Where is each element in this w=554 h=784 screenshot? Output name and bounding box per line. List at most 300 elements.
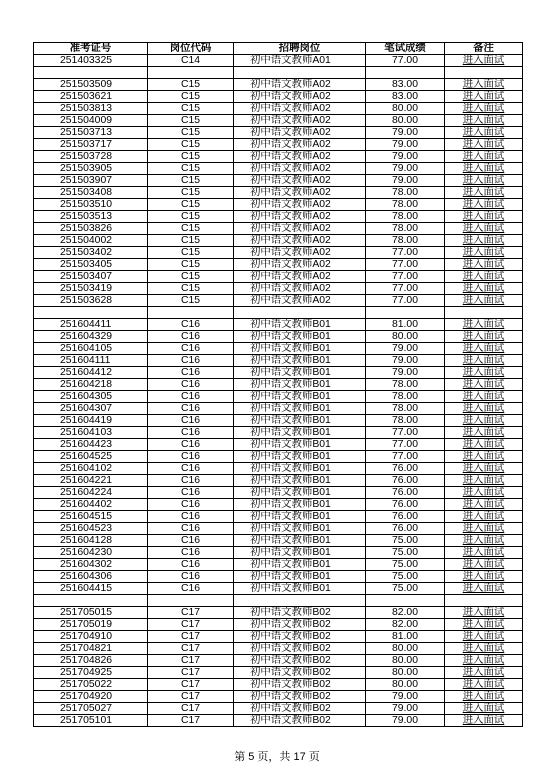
- table-row: [34, 235, 523, 247]
- table-row: [34, 115, 523, 127]
- table-body: [34, 55, 523, 727]
- exam-id-cell: 251604103: [34, 427, 148, 439]
- position-code-cell: C16: [148, 451, 234, 463]
- position-cell: 初中语文教师B01: [234, 367, 366, 379]
- results-table: [33, 42, 523, 727]
- position-code-cell: [148, 307, 234, 319]
- note-cell: [445, 619, 523, 631]
- score-cell: 79.00: [366, 691, 445, 703]
- note-cell: [445, 247, 523, 259]
- score-cell: 78.00: [366, 223, 445, 235]
- score-cell: 82.00: [366, 607, 445, 619]
- note-cell: [445, 127, 523, 139]
- note-text: 进入面试: [462, 283, 505, 294]
- note-text: 进入面试: [462, 259, 505, 270]
- score-cell: 79.00: [366, 151, 445, 163]
- position-cell: 初中语文教师B01: [234, 523, 366, 535]
- position-cell: 初中语文教师B01: [234, 559, 366, 571]
- table-row: [34, 463, 523, 475]
- position-cell: [234, 307, 366, 319]
- position-code-cell: C15: [148, 283, 234, 295]
- position-code-cell: C15: [148, 235, 234, 247]
- note-cell: [445, 511, 523, 523]
- position-cell: 初中语文教师B02: [234, 715, 366, 727]
- position-cell: 初中语文教师B01: [234, 547, 366, 559]
- score-cell: 80.00: [366, 331, 445, 343]
- exam-id-cell: 251604515: [34, 511, 148, 523]
- position-cell: 初中语文教师B01: [234, 535, 366, 547]
- note-cell: [445, 415, 523, 427]
- exam-id-cell: 251503510: [34, 199, 148, 211]
- score-cell: 78.00: [366, 235, 445, 247]
- position-cell: [234, 67, 366, 79]
- exam-id-cell: 251604230: [34, 547, 148, 559]
- exam-id-cell: 251503408: [34, 187, 148, 199]
- header-score: 笔试成绩: [366, 43, 445, 55]
- position-cell: 初中语文教师B01: [234, 451, 366, 463]
- exam-id-cell: 251604411: [34, 319, 148, 331]
- position-cell: 初中语文教师A02: [234, 187, 366, 199]
- position-code-cell: C16: [148, 559, 234, 571]
- note-cell: [445, 151, 523, 163]
- exam-id-cell: 251503813: [34, 103, 148, 115]
- exam-id-cell: 251704821: [34, 643, 148, 655]
- note-text: 进入面试: [462, 607, 505, 618]
- position-code-cell: C17: [148, 679, 234, 691]
- position-code-cell: C17: [148, 667, 234, 679]
- table-row: [34, 151, 523, 163]
- note-text: 进入面试: [462, 151, 505, 162]
- score-cell: 80.00: [366, 643, 445, 655]
- note-text: 进入面试: [462, 427, 505, 438]
- note-cell: [445, 271, 523, 283]
- score-cell: 81.00: [366, 319, 445, 331]
- exam-id-cell: 251503826: [34, 223, 148, 235]
- exam-id-cell: 251604412: [34, 367, 148, 379]
- table-row: [34, 67, 523, 79]
- position-cell: 初中语文教师B01: [234, 391, 366, 403]
- position-cell: 初中语文教师A02: [234, 79, 366, 91]
- note-text: 进入面试: [462, 139, 505, 150]
- note-cell: [445, 235, 523, 247]
- position-code-cell: C16: [148, 415, 234, 427]
- score-cell: 83.00: [366, 79, 445, 91]
- position-code-cell: C16: [148, 391, 234, 403]
- note-text: 进入面试: [462, 355, 505, 366]
- table-row: [34, 691, 523, 703]
- exam-id-cell: 251705027: [34, 703, 148, 715]
- score-cell: 79.00: [366, 367, 445, 379]
- note-text: 进入面试: [462, 175, 505, 186]
- note-text: 进入面试: [462, 547, 505, 558]
- table-row: [34, 79, 523, 91]
- note-text: 进入面试: [462, 271, 505, 282]
- position-code-cell: C15: [148, 223, 234, 235]
- note-text: 进入面试: [462, 55, 505, 66]
- table-row: [34, 487, 523, 499]
- exam-id-cell: 251503628: [34, 295, 148, 307]
- position-code-cell: C17: [148, 655, 234, 667]
- score-cell: 75.00: [366, 535, 445, 547]
- note-text: 进入面试: [462, 343, 505, 354]
- score-cell: 77.00: [366, 271, 445, 283]
- score-cell: 79.00: [366, 715, 445, 727]
- table-row: [34, 511, 523, 523]
- note-text: 进入面试: [462, 187, 505, 198]
- exam-id-cell: 251503419: [34, 283, 148, 295]
- position-code-cell: C15: [148, 175, 234, 187]
- table-row: [34, 163, 523, 175]
- table-row: [34, 631, 523, 643]
- note-cell: [445, 595, 523, 607]
- table-row: [34, 199, 523, 211]
- table-row: [34, 595, 523, 607]
- note-cell: [445, 307, 523, 319]
- note-cell: [445, 535, 523, 547]
- note-cell: [445, 403, 523, 415]
- note-cell: [445, 115, 523, 127]
- score-cell: 80.00: [366, 115, 445, 127]
- note-cell: [445, 715, 523, 727]
- note-cell: [445, 139, 523, 151]
- note-cell: [445, 523, 523, 535]
- note-text: 进入面试: [462, 571, 505, 582]
- table-row: [34, 667, 523, 679]
- table-row: [34, 415, 523, 427]
- position-code-cell: C15: [148, 211, 234, 223]
- note-text: 进入面试: [462, 103, 505, 114]
- position-cell: 初中语文教师A02: [234, 235, 366, 247]
- exam-id-cell: 251604305: [34, 391, 148, 403]
- exam-id-cell: 251704910: [34, 631, 148, 643]
- score-cell: 79.00: [366, 703, 445, 715]
- position-cell: 初中语文教师B01: [234, 331, 366, 343]
- note-text: 进入面试: [462, 115, 505, 126]
- score-cell: 75.00: [366, 571, 445, 583]
- note-cell: [445, 667, 523, 679]
- exam-id-cell: 251503407: [34, 271, 148, 283]
- exam-id-cell: [34, 595, 148, 607]
- note-text: 进入面试: [462, 163, 505, 174]
- score-cell: 78.00: [366, 403, 445, 415]
- table-row: [34, 331, 523, 343]
- note-cell: [445, 463, 523, 475]
- score-cell: 77.00: [366, 427, 445, 439]
- note-cell: [445, 391, 523, 403]
- table-row: [34, 103, 523, 115]
- position-cell: 初中语文教师A02: [234, 91, 366, 103]
- note-text: 进入面试: [462, 91, 505, 102]
- score-cell: 81.00: [366, 631, 445, 643]
- table-row: [34, 571, 523, 583]
- exam-id-cell: 251504002: [34, 235, 148, 247]
- score-cell: 79.00: [366, 127, 445, 139]
- exam-id-cell: 251604419: [34, 415, 148, 427]
- note-cell: [445, 691, 523, 703]
- note-text: 进入面试: [462, 235, 505, 246]
- position-cell: 初中语文教师B02: [234, 703, 366, 715]
- note-cell: [445, 631, 523, 643]
- note-text: 进入面试: [462, 487, 505, 498]
- note-text: 进入面试: [462, 559, 505, 570]
- note-cell: [445, 367, 523, 379]
- position-cell: [234, 595, 366, 607]
- score-cell: 83.00: [366, 91, 445, 103]
- exam-id-cell: 251604525: [34, 451, 148, 463]
- table-row: [34, 703, 523, 715]
- note-text: 进入面试: [462, 211, 505, 222]
- table-row: [34, 55, 523, 67]
- position-cell: 初中语文教师B01: [234, 571, 366, 583]
- table-row: [34, 211, 523, 223]
- note-cell: [445, 547, 523, 559]
- score-cell: 77.00: [366, 55, 445, 67]
- score-cell: 76.00: [366, 511, 445, 523]
- position-code-cell: C16: [148, 403, 234, 415]
- exam-id-cell: 251604128: [34, 535, 148, 547]
- position-cell: 初中语文教师A02: [234, 127, 366, 139]
- exam-id-cell: 251604415: [34, 583, 148, 595]
- note-cell: [445, 223, 523, 235]
- exam-id-cell: 251705022: [34, 679, 148, 691]
- score-cell: 76.00: [366, 487, 445, 499]
- position-cell: 初中语文教师A02: [234, 247, 366, 259]
- note-cell: [445, 163, 523, 175]
- score-cell: 79.00: [366, 175, 445, 187]
- position-code-cell: C16: [148, 475, 234, 487]
- exam-id-cell: 251604306: [34, 571, 148, 583]
- note-cell: [445, 451, 523, 463]
- position-code-cell: C17: [148, 643, 234, 655]
- note-text: 进入面试: [462, 451, 505, 462]
- position-code-cell: C15: [148, 199, 234, 211]
- score-cell: 77.00: [366, 247, 445, 259]
- position-code-cell: C16: [148, 427, 234, 439]
- position-code-cell: C15: [148, 127, 234, 139]
- position-cell: 初中语文教师B01: [234, 463, 366, 475]
- table-row: [34, 619, 523, 631]
- note-text: 进入面试: [462, 511, 505, 522]
- exam-id-cell: 251604221: [34, 475, 148, 487]
- position-code-cell: C17: [148, 691, 234, 703]
- position-cell: 初中语文教师B01: [234, 343, 366, 355]
- table-row: [34, 307, 523, 319]
- exam-id-cell: 251503405: [34, 259, 148, 271]
- note-text: 进入面试: [462, 655, 505, 666]
- position-cell: 初中语文教师B01: [234, 511, 366, 523]
- position-cell: 初中语文教师A02: [234, 103, 366, 115]
- exam-id-cell: 251704826: [34, 655, 148, 667]
- position-cell: 初中语文教师A01: [234, 55, 366, 67]
- note-text: 进入面试: [462, 535, 505, 546]
- position-code-cell: C15: [148, 103, 234, 115]
- position-code-cell: C16: [148, 487, 234, 499]
- exam-id-cell: 251504009: [34, 115, 148, 127]
- position-code-cell: C16: [148, 331, 234, 343]
- score-cell: 79.00: [366, 163, 445, 175]
- note-cell: [445, 355, 523, 367]
- table-row: [34, 379, 523, 391]
- table-row: [34, 295, 523, 307]
- score-cell: 75.00: [366, 559, 445, 571]
- position-code-cell: C14: [148, 55, 234, 67]
- score-cell: 80.00: [366, 667, 445, 679]
- table-row: [34, 475, 523, 487]
- note-text: 进入面试: [462, 523, 505, 534]
- table-row: [34, 451, 523, 463]
- position-cell: 初中语文教师B02: [234, 691, 366, 703]
- note-cell: [445, 343, 523, 355]
- note-text: 进入面试: [462, 643, 505, 654]
- exam-id-cell: 251704925: [34, 667, 148, 679]
- note-cell: [445, 679, 523, 691]
- header-position: 招聘岗位: [234, 43, 366, 55]
- position-code-cell: C15: [148, 163, 234, 175]
- position-cell: 初中语文教师A02: [234, 223, 366, 235]
- score-cell: 80.00: [366, 655, 445, 667]
- score-cell: 76.00: [366, 523, 445, 535]
- table-row: [34, 91, 523, 103]
- note-cell: [445, 487, 523, 499]
- exam-id-cell: 251503513: [34, 211, 148, 223]
- score-cell: 75.00: [366, 583, 445, 595]
- note-text: 进入面试: [462, 79, 505, 90]
- score-cell: 76.00: [366, 499, 445, 511]
- exam-id-cell: 251604105: [34, 343, 148, 355]
- note-cell: [445, 427, 523, 439]
- note-text: 进入面试: [462, 367, 505, 378]
- position-cell: 初中语文教师A02: [234, 163, 366, 175]
- score-cell: 82.00: [366, 619, 445, 631]
- note-cell: [445, 295, 523, 307]
- note-cell: [445, 67, 523, 79]
- note-cell: [445, 571, 523, 583]
- note-text: 进入面试: [462, 223, 505, 234]
- header-note: 备注: [445, 43, 523, 55]
- position-code-cell: C15: [148, 115, 234, 127]
- table-row: [34, 607, 523, 619]
- exam-id-cell: 251503713: [34, 127, 148, 139]
- table-row: [34, 319, 523, 331]
- note-cell: [445, 283, 523, 295]
- note-cell: [445, 187, 523, 199]
- score-cell: 78.00: [366, 187, 445, 199]
- position-code-cell: [148, 595, 234, 607]
- score-cell: 76.00: [366, 463, 445, 475]
- note-cell: [445, 91, 523, 103]
- exam-id-cell: 251604302: [34, 559, 148, 571]
- note-text: 进入面试: [462, 439, 505, 450]
- position-cell: 初中语文教师B01: [234, 439, 366, 451]
- score-cell: 76.00: [366, 475, 445, 487]
- note-cell: [445, 655, 523, 667]
- exam-id-cell: 251604111: [34, 355, 148, 367]
- position-code-cell: C15: [148, 259, 234, 271]
- score-cell: 79.00: [366, 355, 445, 367]
- position-code-cell: C15: [148, 247, 234, 259]
- note-text: 进入面试: [462, 127, 505, 138]
- position-cell: 初中语文教师B01: [234, 415, 366, 427]
- position-code-cell: C16: [148, 535, 234, 547]
- exam-id-cell: [34, 67, 148, 79]
- position-code-cell: C15: [148, 91, 234, 103]
- position-cell: 初中语文教师A02: [234, 271, 366, 283]
- note-text: 进入面试: [462, 199, 505, 210]
- exam-id-cell: [34, 307, 148, 319]
- table-row: [34, 283, 523, 295]
- score-cell: [366, 595, 445, 607]
- position-code-cell: C17: [148, 607, 234, 619]
- note-text: 进入面试: [462, 379, 505, 390]
- table-row: [34, 499, 523, 511]
- exam-id-cell: 251604224: [34, 487, 148, 499]
- position-cell: 初中语文教师B02: [234, 679, 366, 691]
- score-cell: [366, 67, 445, 79]
- position-code-cell: C16: [148, 523, 234, 535]
- table-row: [34, 343, 523, 355]
- note-text: 进入面试: [462, 703, 505, 714]
- position-cell: 初中语文教师B02: [234, 643, 366, 655]
- note-text: 进入面试: [462, 319, 505, 330]
- position-code-cell: C15: [148, 139, 234, 151]
- exam-id-cell: 251705015: [34, 607, 148, 619]
- score-cell: [366, 307, 445, 319]
- position-cell: 初中语文教师A02: [234, 295, 366, 307]
- position-cell: 初中语文教师A02: [234, 175, 366, 187]
- note-cell: [445, 55, 523, 67]
- exam-id-cell: 251503907: [34, 175, 148, 187]
- note-text: 进入面试: [462, 475, 505, 486]
- exam-id-cell: 251604307: [34, 403, 148, 415]
- position-cell: 初中语文教师B02: [234, 631, 366, 643]
- table-row: [34, 655, 523, 667]
- note-cell: [445, 607, 523, 619]
- position-code-cell: C16: [148, 343, 234, 355]
- position-code-cell: C15: [148, 271, 234, 283]
- note-cell: [445, 175, 523, 187]
- exam-id-cell: 251503728: [34, 151, 148, 163]
- note-text: 进入面试: [462, 619, 505, 630]
- score-cell: 79.00: [366, 343, 445, 355]
- exam-id-cell: 251503621: [34, 91, 148, 103]
- note-cell: [445, 211, 523, 223]
- position-code-cell: C15: [148, 151, 234, 163]
- table-row: [34, 403, 523, 415]
- table-row: [34, 271, 523, 283]
- position-cell: 初中语文教师B01: [234, 355, 366, 367]
- position-cell: 初中语文教师B01: [234, 583, 366, 595]
- note-text: 进入面试: [462, 391, 505, 402]
- note-cell: [445, 703, 523, 715]
- score-cell: 77.00: [366, 283, 445, 295]
- note-text: 进入面试: [462, 667, 505, 678]
- exam-id-cell: 251704920: [34, 691, 148, 703]
- note-cell: [445, 199, 523, 211]
- position-cell: 初中语文教师B01: [234, 475, 366, 487]
- exam-id-cell: 251705019: [34, 619, 148, 631]
- position-code-cell: C16: [148, 571, 234, 583]
- table-row: [34, 439, 523, 451]
- position-cell: 初中语文教师B02: [234, 619, 366, 631]
- position-cell: 初中语文教师A02: [234, 115, 366, 127]
- table-row: [34, 259, 523, 271]
- position-cell: 初中语文教师B02: [234, 667, 366, 679]
- position-cell: 初中语文教师B01: [234, 487, 366, 499]
- position-code-cell: C16: [148, 355, 234, 367]
- note-cell: [445, 559, 523, 571]
- exam-id-cell: 251604423: [34, 439, 148, 451]
- header-position-code: 岗位代码: [148, 43, 234, 55]
